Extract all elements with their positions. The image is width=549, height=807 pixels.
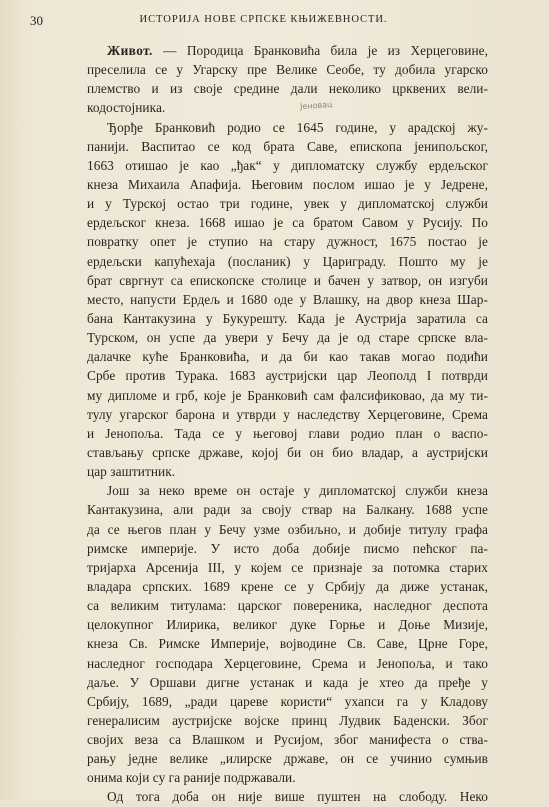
text-line: место, напусти Ердељ и 1680 оде у Влашку, на двор кнеза Шар- — [87, 291, 488, 307]
text-line: преселила се у Угарску пре Велике Сеобе, ту добила угарско — [87, 62, 488, 78]
text-line: Кантакузина, али ради за своју ствар на Балкану. 1688 успе — [87, 502, 488, 518]
text-line: целокупног Илирика, великог дуке Горње и Доње Мизије, — [87, 617, 488, 633]
paragraph-imprisonment — [87, 787, 488, 806]
text-line: племство и из своје средине дали неколико црквених вели- — [87, 81, 488, 97]
text-line: Србију, 1689, „ради цареве користи“ ухапси га у Кладову — [87, 693, 488, 709]
text-line: тулу угарског барона и утврди у наследству Херцеговине, Срема — [87, 406, 488, 422]
text-line: и у Турској остао три године, увек у дипломатској служби — [87, 196, 488, 212]
text-line: римске империје. У исто доба добије писмо пећског па- — [87, 540, 488, 556]
text-line: својих веза са Влашком и Русијом, због манифеста о ства- — [87, 732, 488, 748]
text-line: генералисим аустријске војске принц Лудвик Баденски. Због — [87, 712, 488, 728]
text-line: и Јенопоља. Тада се у његовој глави родио план о васпо- — [87, 425, 488, 441]
text-line: 1663 отишао је као „ђак“ у дипломатску службу ердељског — [87, 157, 488, 173]
text-line: ердељског кнеза. 1668 ишао је са братом Савом у Русију. По — [87, 215, 488, 231]
text-line: кнеза Св. Римске Империје, војводине Св. Саве, Црне Горе, — [87, 636, 488, 652]
text-line: да се његов план у Бечу узме озбиљно, и добије титулу графа — [87, 521, 488, 537]
text-line: даље. У Оршави дигне устанак и када је хтео да пређе у — [87, 674, 488, 690]
text-line: рању једне велике „илирске државе, он се учинио сумњив — [87, 751, 488, 767]
paragraph-birth — [87, 118, 488, 482]
section-lead: Живот. — [107, 43, 153, 58]
text-line: Још за неко време он остаје у дипломатској служби кнеза — [107, 483, 488, 499]
text-line: панији. Васпитао се код брата Саве, епископа јенипољског, — [87, 138, 488, 154]
paragraph-uprising — [87, 481, 488, 787]
text-line: владара српских. 1689 крене се у Србију да диже устанак, — [87, 578, 488, 594]
text-line: тријарха Арсенија III, у којем се признаје за потомка старих — [87, 559, 488, 575]
text-line: Живот. — Породица Бранковића била је из Херцеговине, — [107, 43, 488, 58]
text-line: са великим титулама: царског повереника, наследног деспота — [87, 598, 488, 614]
pencil-annotation: Јеновац — [299, 99, 333, 112]
text-line: ердељски капућехаја (посланик) у Цариграду. Пошто му је — [87, 253, 488, 269]
text-line: повратку опет је ступио на стару дужност, 1675 постао је — [87, 234, 488, 250]
text-line: Ђорђе Бранковић родио се 1645 године, у арадској жу- — [107, 119, 488, 135]
text-line: Турском, он успе да увери у Бечу да је од старе српске вла- — [87, 330, 488, 346]
running-title: ИСТОРИЈА НОВЕ СРПСКЕ КЊИЖЕВНОСТИ. — [139, 14, 388, 25]
text-line: онима који су га раније подржавали. — [87, 770, 296, 786]
text-line: Од тога доба он није више пуштен на слободу. Неко — [107, 789, 488, 805]
text-line: кнеза Михаила Апафија. Његовим послом ишао је у Једрене, — [87, 176, 488, 192]
running-head — [30, 13, 497, 33]
text-line: бана Кантакузина у Букурешту. Када је Аустрија заратила са — [87, 310, 488, 326]
paragraph-zivot — [87, 41, 488, 118]
text-line: му дипломе и грб, које је Бранковић сам фалсификовао, да му ти- — [87, 387, 488, 403]
text-line: далачке куће Бранковића, и да би као такав могао подићи — [87, 349, 488, 365]
text-line: стављању српске државе, којој би он био владар, а аустријски — [87, 444, 488, 460]
text-line: цар заштитник. — [87, 464, 176, 480]
body-text — [87, 41, 488, 807]
text-line: наследног господара Херцеговине, Срема и Јенопоља, и тако — [87, 655, 488, 671]
text-line: кодостојника. — [87, 100, 166, 116]
page-number: 30 — [30, 13, 43, 28]
text-line: брат свргнут са епископске столице и бачен у затвор, он изгуби — [87, 272, 488, 288]
text-line: Србе против Турака. 1683 аустријски цар Леополд I потврди — [87, 368, 488, 384]
